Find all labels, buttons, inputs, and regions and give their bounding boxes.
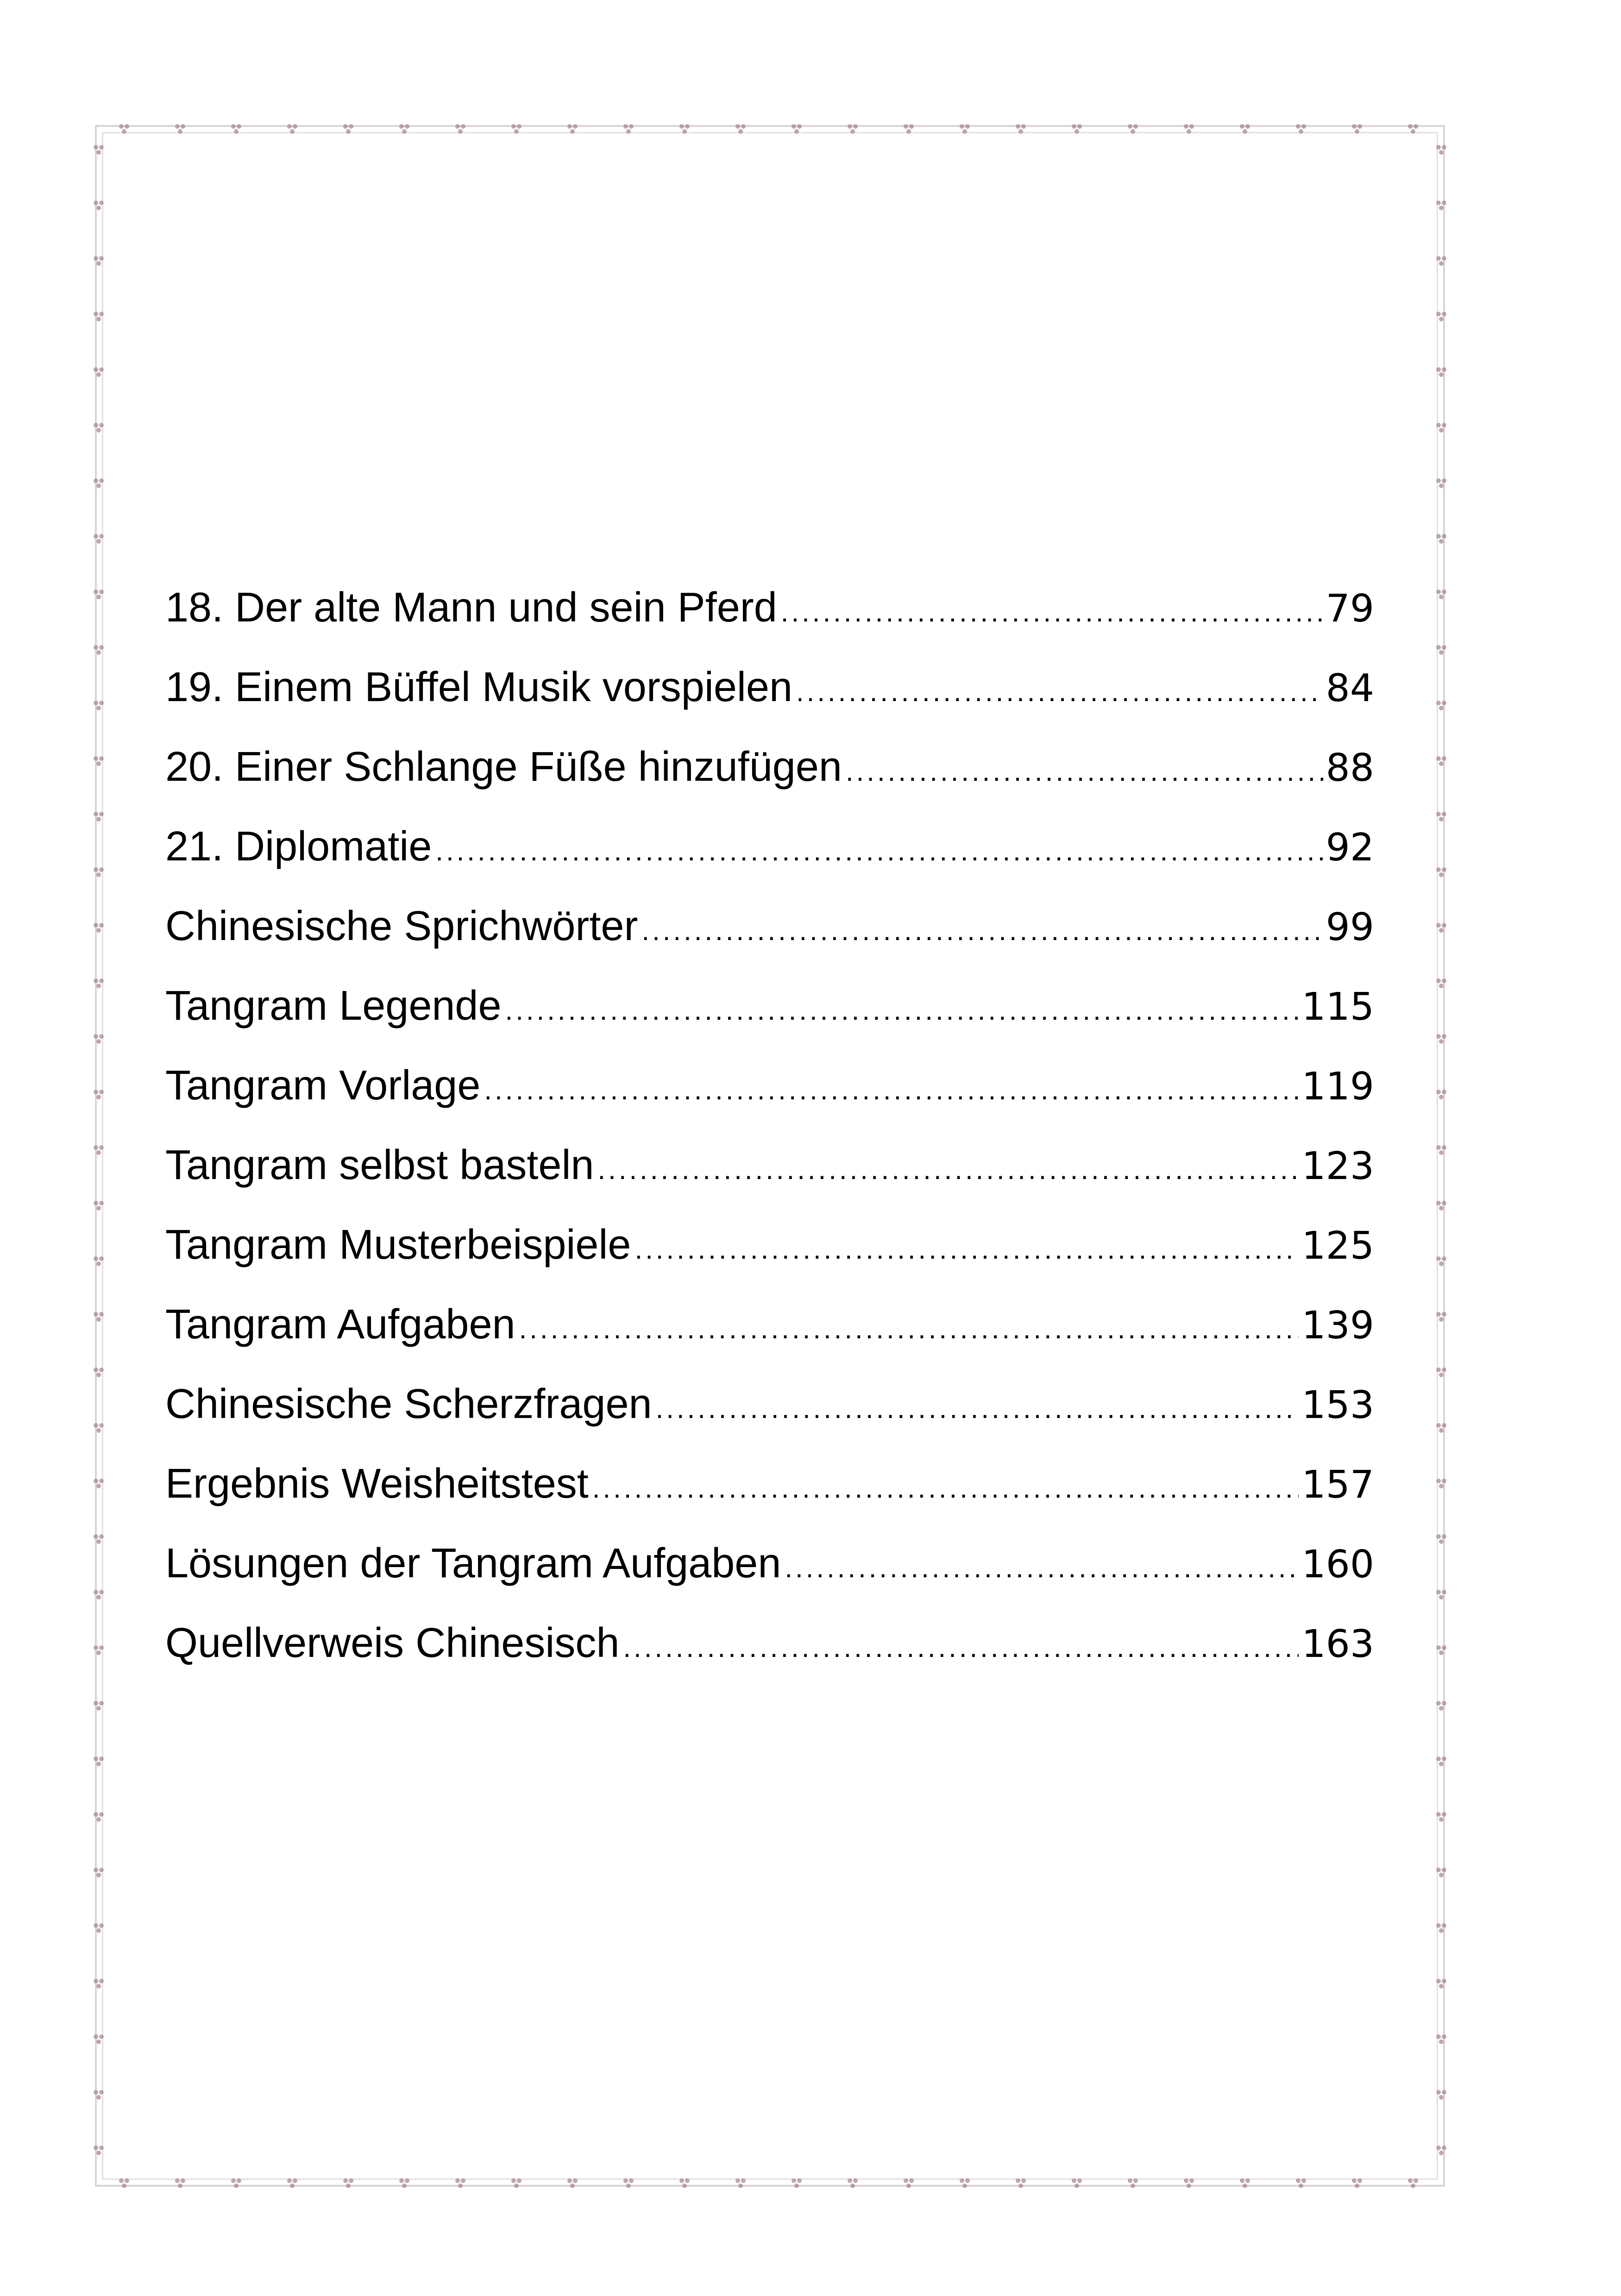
- dotted-flower-ornament-icon: [175, 124, 185, 134]
- dotted-flower-ornament-icon: [1128, 2178, 1138, 2188]
- toc-entry-title: 20. Einer Schlange Füße hinzufügen: [165, 744, 842, 790]
- dotted-flower-ornament-icon: [1352, 124, 1362, 134]
- dotted-flower-ornament-icon: [231, 2178, 241, 2188]
- dotted-flower-ornament-icon: [94, 534, 104, 544]
- dotted-flower-ornament-icon: [1436, 1757, 1446, 1766]
- toc-entry-page: 139: [1301, 1304, 1374, 1348]
- dotted-flower-ornament-icon: [1436, 1590, 1446, 1600]
- dotted-flower-ornament-icon: [960, 2178, 970, 2188]
- dotted-flower-ornament-icon: [1436, 1812, 1446, 1822]
- dotted-flower-ornament-icon: [455, 2178, 465, 2188]
- dotted-flower-ornament-icon: [119, 124, 129, 134]
- dotted-flower-ornament-icon: [735, 2178, 746, 2188]
- toc-entry-title: 18. Der alte Mann und sein Pferd: [165, 584, 777, 631]
- toc-entry-page: 99: [1326, 905, 1374, 949]
- dotted-flower-ornament-icon: [1436, 1201, 1446, 1211]
- dotted-flower-ornament-icon: [94, 201, 104, 210]
- toc-entry[interactable]: [165, 1620, 1374, 1700]
- toc-entry[interactable]: [165, 744, 1374, 823]
- dotted-flower-ornament-icon: [1436, 478, 1446, 488]
- toc-entry[interactable]: [165, 1461, 1374, 1540]
- dotted-flower-ornament-icon: [94, 1923, 104, 1933]
- dotted-flower-ornament-icon: [1240, 2178, 1250, 2188]
- toc-dot-leader: [592, 1465, 1299, 1512]
- dotted-flower-ornament-icon: [1436, 979, 1446, 988]
- dotted-flower-ornament-icon: [1436, 256, 1446, 266]
- dotted-flower-ornament-icon: [1436, 645, 1446, 655]
- dotted-flower-ornament-icon: [904, 2178, 914, 2188]
- dotted-flower-ornament-icon: [1436, 1090, 1446, 1099]
- dotted-flower-ornament-icon: [1184, 2178, 1194, 2188]
- dotted-flower-ornament-icon: [1436, 1701, 1446, 1711]
- dotted-flower-ornament-icon: [735, 124, 746, 134]
- dotted-flower-ornament-icon: [94, 1034, 104, 1044]
- toc-entry[interactable]: [165, 664, 1374, 744]
- dotted-flower-ornament-icon: [94, 1145, 104, 1155]
- toc-entry-title: Tangram Musterbeispiele: [165, 1222, 631, 1268]
- dotted-flower-ornament-icon: [1016, 124, 1026, 134]
- toc-dot-leader: [656, 1386, 1299, 1432]
- dotted-flower-ornament-icon: [1436, 367, 1446, 377]
- toc-entry-page: 115: [1301, 985, 1374, 1029]
- dotted-flower-ornament-icon: [1436, 1145, 1446, 1155]
- dotted-flower-ornament-icon: [1296, 2178, 1306, 2188]
- dotted-flower-ornament-icon: [511, 124, 521, 134]
- dotted-flower-ornament-icon: [94, 367, 104, 377]
- dotted-flower-ornament-icon: [567, 124, 578, 134]
- toc-entry-title: Quellverweis Chinesisch: [165, 1620, 620, 1666]
- toc-entry-title: Ergebnis Weisheitstest: [165, 1461, 589, 1507]
- dotted-flower-ornament-icon: [94, 478, 104, 488]
- dotted-flower-ornament-icon: [1436, 2090, 1446, 2100]
- toc-entry-page: 84: [1326, 666, 1374, 710]
- dotted-flower-ornament-icon: [1436, 1534, 1446, 1544]
- dotted-flower-ornament-icon: [904, 124, 914, 134]
- dotted-flower-ornament-icon: [94, 1757, 104, 1766]
- dotted-flower-ornament-icon: [94, 1090, 104, 1099]
- dotted-flower-ornament-icon: [1436, 812, 1446, 822]
- dotted-flower-ornament-icon: [1436, 1034, 1446, 1044]
- toc-entry-page: 88: [1326, 746, 1374, 790]
- dotted-flower-ornament-icon: [94, 979, 104, 988]
- dotted-flower-ornament-icon: [792, 2178, 802, 2188]
- dotted-flower-ornament-icon: [94, 1312, 104, 1322]
- toc-entry-title: Tangram selbst basteln: [165, 1142, 594, 1188]
- dotted-flower-ornament-icon: [1128, 124, 1138, 134]
- toc-entry-title: 21. Diplomatie: [165, 823, 432, 870]
- toc-entry-page: 92: [1326, 826, 1374, 870]
- dotted-flower-ornament-icon: [94, 1256, 104, 1266]
- dotted-flower-ornament-icon: [1408, 124, 1418, 134]
- dotted-flower-ornament-icon: [94, 701, 104, 710]
- toc-entry-title: Chinesische Sprichwörter: [165, 903, 638, 949]
- dotted-flower-ornament-icon: [287, 124, 297, 134]
- dotted-flower-ornament-icon: [1240, 124, 1250, 134]
- dotted-flower-ornament-icon: [94, 2145, 104, 2155]
- toc-entry[interactable]: [165, 1540, 1374, 1620]
- dotted-flower-ornament-icon: [679, 124, 690, 134]
- dotted-flower-ornament-icon: [119, 2178, 129, 2188]
- dotted-flower-ornament-icon: [94, 923, 104, 933]
- toc-entry[interactable]: [165, 903, 1374, 983]
- toc-entry[interactable]: [165, 1301, 1374, 1381]
- toc-entry-page: 153: [1301, 1383, 1374, 1427]
- dotted-flower-ornament-icon: [1016, 2178, 1026, 2188]
- toc-dot-leader: [505, 987, 1299, 1034]
- dotted-flower-ornament-icon: [94, 756, 104, 766]
- dotted-flower-ornament-icon: [1436, 1256, 1446, 1266]
- dotted-flower-ornament-icon: [399, 2178, 409, 2188]
- dotted-flower-ornament-icon: [399, 124, 409, 134]
- toc-entry-title: Tangram Aufgaben: [165, 1301, 515, 1348]
- toc-dot-leader: [641, 908, 1323, 954]
- dotted-flower-ornament-icon: [94, 1812, 104, 1822]
- toc-entry[interactable]: [165, 1381, 1374, 1461]
- dotted-flower-ornament-icon: [1436, 2034, 1446, 2044]
- dotted-flower-ornament-icon: [94, 312, 104, 321]
- dotted-flower-ornament-icon: [1436, 867, 1446, 877]
- dotted-flower-ornament-icon: [1436, 923, 1446, 933]
- dotted-flower-ornament-icon: [848, 2178, 858, 2188]
- toc-entry-page: 160: [1301, 1543, 1374, 1587]
- toc-entry[interactable]: [165, 823, 1374, 903]
- dotted-flower-ornament-icon: [343, 124, 353, 134]
- toc-entry-title: Lösungen der Tangram Aufgaben: [165, 1540, 781, 1587]
- toc-entry-page: 79: [1326, 587, 1374, 631]
- dotted-flower-ornament-icon: [1408, 2178, 1418, 2188]
- dotted-flower-ornament-icon: [848, 124, 858, 134]
- dotted-flower-ornament-icon: [1296, 124, 1306, 134]
- dotted-flower-ornament-icon: [94, 256, 104, 266]
- dotted-flower-ornament-icon: [94, 1590, 104, 1600]
- dotted-flower-ornament-icon: [511, 2178, 521, 2188]
- dotted-flower-ornament-icon: [94, 145, 104, 155]
- toc-entry-page: 163: [1301, 1622, 1374, 1666]
- toc-dot-leader: [785, 1545, 1299, 1591]
- dotted-flower-ornament-icon: [1436, 423, 1446, 433]
- dotted-flower-ornament-icon: [231, 124, 241, 134]
- toc-dot-leader: [598, 1147, 1299, 1193]
- dotted-flower-ornament-icon: [679, 2178, 690, 2188]
- dotted-flower-ornament-icon: [94, 1645, 104, 1655]
- dotted-flower-ornament-icon: [1352, 2178, 1362, 2188]
- dotted-flower-ornament-icon: [1436, 1923, 1446, 1933]
- toc-entry[interactable]: [165, 1062, 1374, 1142]
- toc-dot-leader: [623, 1625, 1299, 1671]
- dotted-flower-ornament-icon: [94, 1979, 104, 1989]
- dotted-flower-ornament-icon: [94, 1479, 104, 1488]
- dotted-flower-ornament-icon: [1436, 701, 1446, 710]
- dotted-flower-ornament-icon: [1436, 145, 1446, 155]
- dotted-flower-ornament-icon: [94, 2034, 104, 2044]
- toc-entry[interactable]: [165, 1222, 1374, 1301]
- toc-dot-leader: [635, 1226, 1299, 1273]
- dotted-flower-ornament-icon: [94, 423, 104, 433]
- toc-entry-title: Chinesische Scherzfragen: [165, 1381, 652, 1427]
- dotted-flower-ornament-icon: [1436, 534, 1446, 544]
- dotted-flower-ornament-icon: [960, 124, 970, 134]
- toc-entry[interactable]: [165, 1142, 1374, 1222]
- dotted-flower-ornament-icon: [1072, 2178, 1082, 2188]
- dotted-flower-ornament-icon: [175, 2178, 185, 2188]
- toc-entry-title: 19. Einem Büffel Musik vorspielen: [165, 664, 792, 710]
- toc-dot-leader: [796, 669, 1323, 715]
- dotted-flower-ornament-icon: [1436, 2145, 1446, 2155]
- dotted-flower-ornament-icon: [567, 2178, 578, 2188]
- dotted-flower-ornament-icon: [1436, 1979, 1446, 1989]
- dotted-flower-ornament-icon: [792, 124, 802, 134]
- toc-dot-leader: [519, 1306, 1299, 1352]
- table-of-contents: [165, 584, 1374, 1700]
- dotted-flower-ornament-icon: [94, 1534, 104, 1544]
- dotted-flower-ornament-icon: [1436, 590, 1446, 599]
- toc-dot-leader: [846, 748, 1323, 795]
- dotted-flower-ornament-icon: [94, 867, 104, 877]
- toc-entry[interactable]: [165, 584, 1374, 664]
- dotted-flower-ornament-icon: [1436, 201, 1446, 210]
- toc-entry-page: 119: [1301, 1065, 1374, 1109]
- dotted-flower-ornament-icon: [287, 2178, 297, 2188]
- toc-dot-leader: [484, 1067, 1299, 1113]
- dotted-flower-ornament-icon: [1436, 1868, 1446, 1877]
- toc-entry-page: 125: [1301, 1224, 1374, 1268]
- dotted-flower-ornament-icon: [94, 645, 104, 655]
- dotted-flower-ornament-icon: [94, 812, 104, 822]
- dotted-flower-ornament-icon: [343, 2178, 353, 2188]
- toc-entry-page: 123: [1301, 1144, 1374, 1188]
- dotted-flower-ornament-icon: [94, 2090, 104, 2100]
- dotted-flower-ornament-icon: [1072, 124, 1082, 134]
- dotted-flower-ornament-icon: [94, 1201, 104, 1211]
- toc-entry[interactable]: [165, 983, 1374, 1062]
- toc-dot-leader: [781, 589, 1323, 635]
- dotted-flower-ornament-icon: [1436, 756, 1446, 766]
- dotted-flower-ornament-icon: [1436, 1368, 1446, 1377]
- dotted-flower-ornament-icon: [1436, 1312, 1446, 1322]
- dotted-flower-ornament-icon: [623, 124, 634, 134]
- dotted-flower-ornament-icon: [1436, 1479, 1446, 1488]
- dotted-flower-ornament-icon: [1436, 1423, 1446, 1433]
- dotted-flower-ornament-icon: [94, 590, 104, 599]
- dotted-flower-ornament-icon: [94, 1423, 104, 1433]
- dotted-flower-ornament-icon: [1436, 1645, 1446, 1655]
- dotted-flower-ornament-icon: [94, 1701, 104, 1711]
- toc-dot-leader: [435, 828, 1323, 874]
- dotted-flower-ornament-icon: [94, 1868, 104, 1877]
- dotted-flower-ornament-icon: [1436, 312, 1446, 321]
- dotted-flower-ornament-icon: [94, 1368, 104, 1377]
- toc-entry-page: 157: [1301, 1463, 1374, 1507]
- dotted-flower-ornament-icon: [455, 124, 465, 134]
- toc-entry-title: Tangram Vorlage: [165, 1062, 481, 1109]
- dotted-flower-ornament-icon: [623, 2178, 634, 2188]
- toc-entry-title: Tangram Legende: [165, 983, 502, 1029]
- dotted-flower-ornament-icon: [1184, 124, 1194, 134]
